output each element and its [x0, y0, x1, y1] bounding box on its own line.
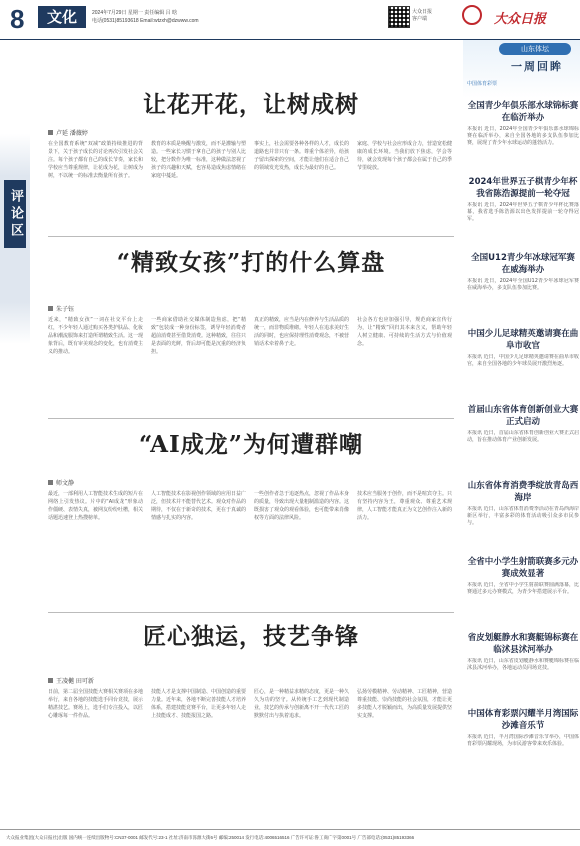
page-footer: 大众报业集团(大众日报社)出版 国内统一连续出版物号:CN37-0001 邮发代号:23-1 社址:济南市泺源大街6号 邮编:250014 发行电话:4006516516 广告许可证:鲁工商广字第0001号 广告部电话:(0531)85193366 — [0, 829, 580, 846]
article-column: 一些商家借助社交媒体制造焦虑，把“精致”包装成一种身份标签，诱导年轻消费者超前消费甚至借贷消费。这种精致，往往只是表面的光鲜，背后却可能是沉重的经济负担。 — [151, 317, 246, 355]
brief-title: 中国少儿足球精英邀请赛在曲阜市收官 — [467, 329, 579, 351]
masthead-meta — [92, 9, 199, 25]
newspaper-logo: 大众日报 — [494, 12, 547, 27]
article-divider — [48, 418, 454, 419]
qr-label — [412, 9, 432, 23]
rail-subtitle: 中国体育彩票 — [467, 81, 498, 87]
article-1 — [48, 86, 454, 226]
seal-icon — [462, 5, 482, 25]
article-headline: “精致女孩”打的什么算盘 — [116, 249, 386, 276]
brief-title: 全国青少年俱乐部水球锦标赛在临沂举办 — [467, 101, 579, 123]
rail-header — [463, 40, 580, 98]
brief-title: 山东省体育消费季绽放青岛西海岸 — [467, 481, 579, 503]
qr-code-icon — [388, 6, 410, 28]
article-columns — [48, 490, 452, 605]
article-column: 人工智能技术在影视创作领域的应用日益广泛，但技术并不能替代艺术。观众对作品的期待，不仅在于新奇的技术，更在于真诚的情感与扎实的内容。 — [151, 491, 246, 521]
article-divider — [48, 612, 454, 613]
article-column: 在全国教育系统“双减”政策持续推进的背景下，关于孩子成长的讨论再次引发社会关注。每个孩子都有自己的成长节奏，家长和学校应当尊重规律，让花成为花，让树成为树，不以统一的标准去衡量所有孩子。 — [48, 141, 143, 179]
article-divider — [48, 236, 454, 237]
article-headline: 匠心独运，技艺争锋 — [143, 623, 359, 650]
brief-text: 本报讯 近日，中国少儿足球精英邀请赛在曲阜市收官，来自全国各地的少年球员展开激烈角逐。 — [467, 354, 579, 367]
article-3 — [48, 426, 454, 606]
brief-title: 全省中小学生射箭联赛多元办赛成效显著 — [467, 557, 579, 579]
brief-text: 本报讯 近日，首届山东省体育创新创业大赛正式启动，旨在推动体育产业创新发展。 — [467, 430, 579, 443]
article-headline: 让花开花，让树成树 — [143, 91, 359, 118]
brief-text: 本报讯 近日，2024年全国青少年俱乐部水球锦标赛在临沂举办，来自全国各地的多支队伍参加比赛，展现了青少年水球运动的蓬勃活力。 — [467, 126, 579, 146]
brief-item — [467, 100, 579, 170]
article-column: 家庭、学校与社会应形成合力，营造宽松健康的成长环境。当我们放下焦虑，学会等待，就会发现每个孩子都会在属于自己的季节里绽放。 — [357, 141, 452, 171]
brief-item — [467, 404, 579, 474]
brief-title: 省皮划艇静水和赛艇锦标赛在临沭县沭河举办 — [467, 633, 579, 655]
masthead — [0, 0, 580, 40]
byline-text: 卢延 潘薇婷 — [56, 130, 88, 137]
section-label: 文化 — [38, 6, 86, 28]
rail-title: 一周回眸 — [511, 60, 563, 73]
article-columns — [48, 688, 452, 820]
byline-marker-icon — [48, 480, 53, 485]
brief-item — [467, 480, 579, 550]
article-2 — [48, 244, 454, 414]
article-byline — [48, 676, 188, 685]
brief-item — [467, 556, 579, 626]
article-byline — [48, 478, 188, 487]
brief-item — [467, 252, 579, 322]
article-byline — [48, 128, 188, 137]
byline-marker-icon — [48, 678, 53, 683]
article-headline: “AI成龙”为何遭群嘲 — [139, 431, 363, 458]
article-column: 技术应当服务于创作，而不是喧宾夺主。只有坚持内容为王，尊重观众、尊重艺术规律，人工智能才能真正为文艺创作注入新的活力。 — [357, 491, 452, 521]
article-columns — [48, 316, 452, 411]
article-4 — [48, 618, 454, 823]
page-number: 8 — [10, 4, 25, 34]
article-column: 事实上，社会需要各种各样的人才，成长的道路也并非只有一条。尊重个体差异，给孩子留出探索的空间，才能让他们在适合自己的领域发光发热，成长为最好的自己。 — [254, 141, 349, 171]
brief-title: 首届山东省体育创新创业大赛正式启动 — [467, 405, 579, 427]
qr-label-line1: 大众日报 — [412, 9, 433, 15]
brief-item — [467, 708, 579, 808]
article-column: 匠心，是一种精益求精的态度，更是一种久久为功的坚守。从传统手工艺到现代制造业，技艺的传承与创新离不开一代代工匠的默默付出与执着追求。 — [254, 689, 349, 719]
brief-item — [467, 328, 579, 398]
article-columns — [48, 140, 452, 225]
brief-title: 全国U12青少年冰球冠军赛在威海举办 — [471, 253, 575, 275]
brief-item — [467, 632, 579, 702]
article-column: 日前，第二届全国技能大赛相关赛项在多地举行，来自各地的技能选手同台竞技，展示精湛技艺。赛场上，选手们专注投入，以匠心雕琢每一件作品。 — [48, 689, 143, 719]
article-column: 真正的精致，应当是内在修养与生活品质的统一，而非物质堆砌。年轻人在追求美好生活的同时，也应保持理性消费观念，不被营销话术牵着鼻子走。 — [254, 317, 349, 347]
brief-item — [467, 176, 579, 246]
brief-text: 本报讯 近日，2024年世界五子棋青少年杯比赛落幕，我省选手陈浩源以出色发挥提前一轮夺得冠军。 — [467, 202, 579, 222]
masthead-date-editor: 2024年7月29日 星期一 责任编辑 吕 晗 — [92, 10, 178, 16]
article-column: 教育的本质是唤醒与激发，而不是灌输与塑造。一些家长习惯于拿自己的孩子与别人比较，把分数作为唯一标准，这种做法忽视了孩子的兴趣和天赋，也容易造成焦虑情绪在家庭中蔓延。 — [151, 141, 246, 179]
article-byline — [48, 304, 188, 313]
brief-text: 本报讯 近日，2024年全国U12青少年冰球冠军赛在威海举办，多支队伍参加比赛。 — [467, 278, 579, 291]
article-column: 最近，一部利用人工智能技术生成的短片在网络上引发热议。片中的“AI成龙”形象动作僵硬、表情失真，被网友纷纷吐槽，相关话题迅速登上热搜榜单。 — [48, 491, 143, 521]
sports-brief-rail — [463, 40, 580, 820]
brief-text: 本报讯 近日，山东省体育消费季活动在青岛西海岸新区举行，丰富多彩的体育活动吸引众多市民参与。 — [467, 506, 579, 526]
byline-text: 师文静 — [56, 480, 75, 487]
brief-title: 中国体育彩票闪耀半月湾国际沙滩音乐节 — [467, 709, 579, 731]
brief-text: 本报讯 近日，山东省皮划艇静水和赛艇锦标赛在临沭县沭河举办，各地运动员同场竞技。 — [467, 658, 579, 671]
brief-title: 2024年世界五子棋青少年杯我省陈浩源提前一轮夺冠 — [468, 177, 578, 199]
byline-marker-icon — [48, 306, 53, 311]
article-column: 一些创作者急于追逐热点，忽视了作品本身的质量，导致出现大量粗制滥造的内容。这既损害了观众的观看体验，也可能带来肖像权等方面的法律风险。 — [254, 491, 349, 521]
article-column: 近来，“精致女孩”一词在社交平台上走红，不少年轻人通过购买各类护肤品、化妆品和潮流服饰来打造所谓精致生活。这一现象背后，既有审美观念的变化，也有消费主义的推动。 — [48, 317, 143, 355]
rail-badge: 山东体坛 — [499, 43, 571, 55]
masthead-contact: 电话(0531)85193618 Email:wtzxh@dzwww.com — [92, 18, 199, 24]
article-column: 技能人才是支撑中国制造、中国创造的重要力量。近年来，各地不断完善技能人才培养体系，搭建技能竞赛平台，让更多年轻人走上技能成才、技能报国之路。 — [151, 689, 246, 719]
article-column: 社会各方也应加强引导，规范商家宣传行为，让“精致”回归其本来含义，帮助年轻人树立健康、可持续的生活方式与价值观念。 — [357, 317, 452, 347]
byline-text: 朱子钰 — [56, 306, 75, 313]
qr-label-line2: 客户端 — [412, 16, 428, 22]
brief-text: 本报讯 近日，半月湾国际沙滩音乐节举办，中国体育彩票闪耀现场，为市民游客带来欢乐体验。 — [467, 734, 579, 747]
byline-marker-icon — [48, 130, 53, 135]
byline-text: 王凌樾 田可新 — [56, 678, 94, 685]
brief-text: 本报讯 近日，全省中小学生射箭联赛圆满落幕，比赛通过多元办赛模式，为青少年搭建展示平台。 — [467, 582, 579, 595]
article-column: 弘扬劳模精神、劳动精神、工匠精神，营造尊重技能、崇尚技能的社会氛围，才能让更多技能人才脱颖而出，为高质量发展提供坚实支撑。 — [357, 689, 452, 719]
section-vertical-label: 评论区 — [4, 180, 26, 248]
